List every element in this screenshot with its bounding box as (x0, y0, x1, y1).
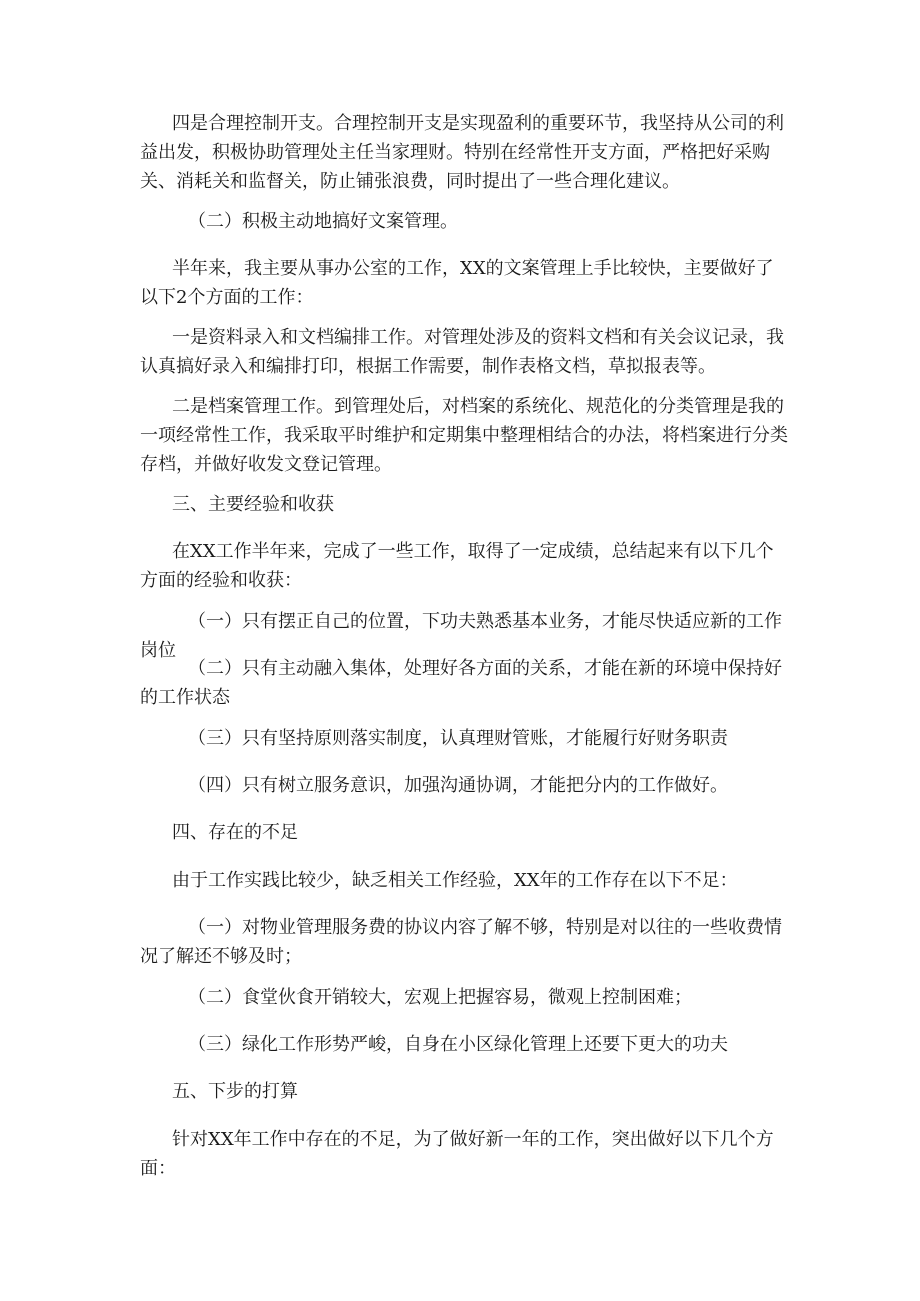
paragraph-half-year-work: 半年来，我主要从事办公室的工作，XX的文案管理上手比较快，主要做好了以下2个方面的工作： (140, 258, 774, 308)
paragraph-heading-document-management: （二）积极主动地搞好文案管理。 (188, 211, 458, 232)
paragraph-cost-control: 四是合理控制开支。合理控制开支是实现盈利的重要环节，我坚持从公司的利益出发，积极协助管理处主任当家理财。特别在经常性开支方面，严格把好采购关、消耗关和监督关，防止铺张浪费，同时提出了一些合理化建议。 (140, 113, 784, 192)
list-item-shortcoming-1: （一）对物业管理服务费的协议内容了解不够，特别是对以往的一些收费情况了解还不够及时； (140, 917, 782, 967)
list-item-shortcoming-2: （二）食堂伙食开销较大，宏观上把握容易，微观上控制困难； (188, 987, 692, 1008)
list-item-experience-3: （三）只有坚持原则落实制度，认真理财管账，才能履行好财务职责 (188, 728, 728, 749)
section-heading-next-steps: 五、下步的打算 (172, 1081, 298, 1102)
paragraph-data-entry: 一是资料录入和文档编排工作。对管理处涉及的资料文档和有关会议记录，我认真搞好录入和编排打印，根据工作需要，制作表格文档，草拟报表等。 (140, 327, 784, 377)
paragraph-experience-intro: 在XX工作半年来，完成了一些工作，取得了一定成绩，总结起来有以下几个方面的经验和收获： (140, 541, 774, 591)
list-item-shortcoming-3: （三）绿化工作形势严峻，自身在小区绿化管理上还要下更大的功夫 (188, 1034, 728, 1055)
paragraph-archive-management: 二是档案管理工作。到管理处后，对档案的系统化、规范化的分类管理是我的一项经常性工作，我采取平时维护和定期集中整理相结合的办法，将档案进行分类存档，并做好收发文登记管理。 (140, 396, 788, 475)
list-item-experience-2: （二）只有主动融入集体，处理好各方面的关系，才能在新的环境中保持好的工作状态 (140, 658, 782, 708)
paragraph-shortcomings-intro: 由于工作实践比较少，缺乏相关工作经验，XX年的工作存在以下不足： (172, 870, 738, 891)
section-heading-shortcomings: 四、存在的不足 (172, 822, 298, 843)
list-item-experience-1: （一）只有摆正自己的位置，下功夫熟悉基本业务，才能尽快适应新的工作岗位 (140, 611, 782, 661)
paragraph-next-steps-intro: 针对XX年工作中存在的不足，为了做好新一年的工作，突出做好以下几个方面： (140, 1129, 774, 1179)
section-heading-experience: 三、主要经验和收获 (172, 494, 334, 515)
list-item-experience-4: （四）只有树立服务意识，加强沟通协调，才能把分内的工作做好。 (188, 775, 728, 796)
